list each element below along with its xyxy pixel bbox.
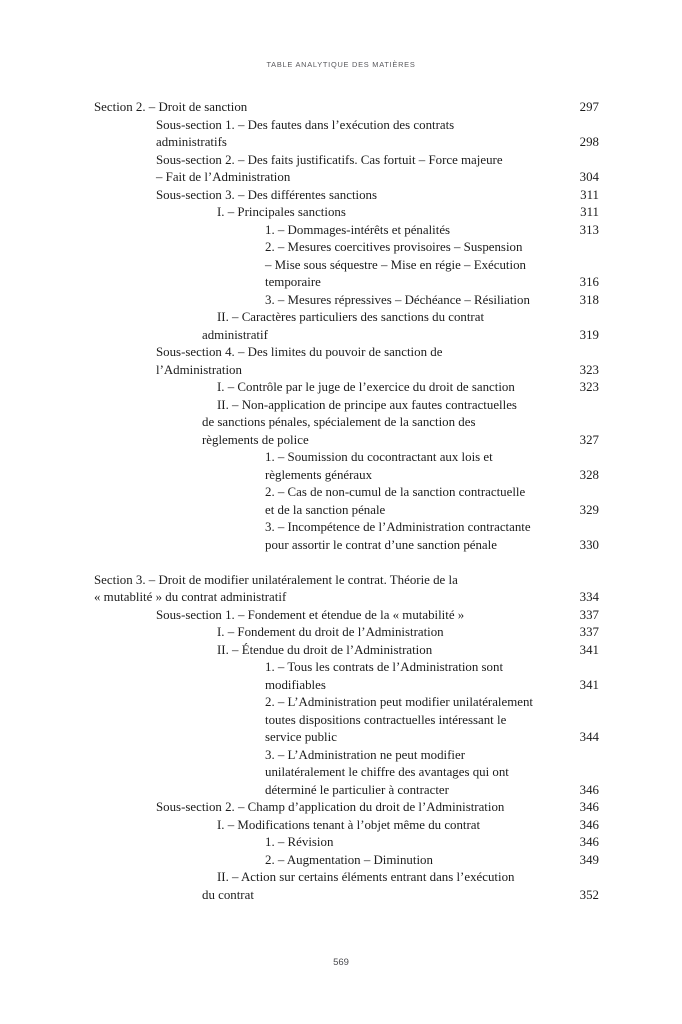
toc-entry-wrap-line: du contrat <box>202 887 254 902</box>
toc-entry[interactable] <box>94 817 599 835</box>
toc-page-number: 328 <box>579 467 599 482</box>
toc-entry-text <box>94 817 564 835</box>
toc-page-number: 346 <box>579 782 599 797</box>
toc-entry[interactable] <box>94 152 599 187</box>
toc-entry-title-line: Sous-section 2. – Champ d’application du droit de l’Administration <box>156 800 505 814</box>
toc-entry[interactable] <box>94 799 599 817</box>
toc-entry-wrap-line: unilatéralement le chiffre des avantages qui ont <box>265 765 509 779</box>
toc-entry-title-line: II. – Action sur certains éléments entrant dans l’exécution <box>217 870 515 884</box>
toc-entry-text <box>94 222 564 240</box>
toc-entry[interactable] <box>94 624 599 642</box>
toc-entry[interactable] <box>94 292 599 310</box>
toc-page-number: 337 <box>579 607 599 622</box>
toc-entry-title-line: 3. – Incompétence de l’Administration contractante <box>265 520 531 534</box>
toc-entry-wrap-line: « mutablité » du contrat administratif <box>94 590 287 604</box>
toc-entry-wrap-line: modifiables <box>265 677 326 692</box>
toc-page-number: 318 <box>579 292 599 307</box>
toc-entry-text <box>94 519 564 554</box>
page-number-footer: 569 <box>333 957 349 968</box>
toc-page-number: 337 <box>579 625 599 639</box>
toc-entry[interactable] <box>94 869 599 904</box>
toc-entry-text <box>94 852 564 870</box>
toc-entry[interactable] <box>94 379 599 397</box>
toc-page-number: 329 <box>579 502 599 517</box>
toc-page-number: 311 <box>580 187 599 202</box>
toc-entry-wrap-line: temporaire <box>265 275 321 289</box>
toc-entry-wrap-line: déterminé le particulier à contracter <box>265 782 449 797</box>
toc-entry-text <box>94 309 564 344</box>
toc-entry-text <box>94 747 564 800</box>
toc-entry-text <box>94 187 564 205</box>
toc-entry-title-line: I. – Modifications tenant à l’objet même du contrat <box>217 817 481 832</box>
toc-entry-title-line: I. – Contrôle par le juge de l’exercice du droit de sanction <box>217 380 515 394</box>
toc-entry-title-line: Sous-section 3. – Des différentes sanctions <box>156 187 378 202</box>
toc-entry-text <box>94 99 564 117</box>
toc-entry[interactable] <box>94 659 599 694</box>
toc-entry-title-line: 3. – L’Administration ne peut modifier <box>265 747 466 762</box>
toc-entry-wrap-line: et de la sanction pénale <box>265 502 386 517</box>
toc-entry[interactable] <box>94 204 599 222</box>
toc-entry[interactable] <box>94 607 599 625</box>
toc-page-number: 319 <box>579 327 599 342</box>
toc-entry-text <box>94 449 564 484</box>
toc-entry-text <box>94 607 564 625</box>
toc-entry-title-line: 3. – Mesures répressives – Déchéance – Résiliation <box>265 292 530 307</box>
toc-entry-wrap-line: règlements de police <box>202 432 309 447</box>
toc-entry-title-line: 1. – Soumission du cocontractant aux lois et <box>265 450 493 464</box>
toc-entry-title-line: Sous-section 1. – Fondement et étendue de la « mutabilité » <box>156 607 465 622</box>
toc-entry-text <box>94 572 564 607</box>
toc-entry-title-line: 1. – Tous les contrats de l’Administration sont <box>265 660 504 674</box>
toc-entry-title-line: 2. – Cas de non-cumul de la sanction contractuelle <box>265 485 526 499</box>
toc-entry-wrap-line: – Mise sous séquestre – Mise en régie – Exécution <box>265 257 526 272</box>
toc-entry-wrap-line: toutes dispositions contractuelles intéressant le <box>265 712 507 727</box>
toc-entry[interactable] <box>94 309 599 344</box>
toc-page-number: 346 <box>579 835 599 849</box>
toc-page-number: 297 <box>579 100 599 114</box>
toc-entry-wrap-line: pour assortir le contrat d’une sanction pénale <box>265 537 497 552</box>
toc-entry-wrap-line: l’Administration <box>156 362 242 377</box>
toc-entry-text <box>94 239 564 292</box>
toc-entry-text <box>94 642 564 660</box>
table-of-contents <box>94 99 599 904</box>
toc-entry[interactable] <box>94 694 599 747</box>
toc-entry-text <box>94 869 564 904</box>
toc-entry-wrap-line: administratif <box>202 327 268 342</box>
toc-entry[interactable] <box>94 572 599 607</box>
toc-entry-title-line: Sous-section 4. – Des limites du pouvoir de sanction de <box>156 345 443 359</box>
toc-entry-title-line: I. – Fondement du droit de l’Administration <box>217 625 444 639</box>
toc-entry-title-line: 2. – Augmentation – Diminution <box>265 852 433 867</box>
toc-entry[interactable] <box>94 747 599 800</box>
toc-page-number: 341 <box>579 642 599 657</box>
toc-entry-text <box>94 799 564 817</box>
toc-entry-title-line: Section 2. – Droit de sanction <box>94 100 248 114</box>
toc-entry[interactable] <box>94 852 599 870</box>
toc-page-number: 323 <box>579 362 599 377</box>
toc-entry[interactable] <box>94 99 599 117</box>
toc-page-number: 344 <box>579 730 599 744</box>
toc-entry-text <box>94 344 564 379</box>
toc-page-number: 323 <box>579 380 599 394</box>
toc-entry[interactable] <box>94 834 599 852</box>
toc-entry-text <box>94 379 564 397</box>
toc-page-number: 330 <box>579 537 599 552</box>
toc-page-number: 334 <box>579 590 599 604</box>
toc-entry-text <box>94 834 564 852</box>
toc-page-number: 349 <box>579 852 599 867</box>
toc-entry-text <box>94 292 564 310</box>
toc-entry-title-line: 2. – L’Administration peut modifier unilatéralement <box>265 695 534 709</box>
toc-entry[interactable] <box>94 222 599 240</box>
toc-entry[interactable] <box>94 239 599 292</box>
toc-entry-title-line: II. – Caractères particuliers des sanctions du contrat <box>217 310 485 324</box>
toc-page-number: 316 <box>579 275 599 289</box>
toc-entry[interactable] <box>94 117 599 152</box>
toc-entry-text <box>94 659 564 694</box>
toc-entry-text <box>94 117 564 152</box>
toc-entry-title-line: 2. – Mesures coercitives provisoires – Suspension <box>265 240 523 254</box>
toc-page-number: 341 <box>579 677 599 692</box>
toc-entry-wrap-line: de sanctions pénales, spécialement de la sanction des <box>202 415 476 429</box>
toc-entry-wrap-line: service public <box>265 730 337 744</box>
toc-entry-title-line: II. – Non-application de principe aux fautes contractuelles <box>217 397 517 412</box>
toc-page-number: 352 <box>579 887 599 902</box>
toc-entry-title-line: 1. – Révision <box>265 835 334 849</box>
toc-entry[interactable] <box>94 484 599 519</box>
toc-entry-title-line: 1. – Dommages-intérêts et pénalités <box>265 222 451 237</box>
toc-entry-text <box>94 624 564 642</box>
toc-entry[interactable] <box>94 642 599 660</box>
toc-entry-title-line: II. – Étendue du droit de l’Administration <box>217 642 433 657</box>
toc-entry-wrap-line: – Fait de l’Administration <box>156 170 291 184</box>
toc-entry[interactable] <box>94 397 599 450</box>
toc-entry-text <box>94 484 564 519</box>
toc-entry-text <box>94 152 564 187</box>
toc-page-number: 346 <box>579 800 599 814</box>
toc-page-number: 304 <box>579 170 599 184</box>
toc-entry-wrap-line: règlements généraux <box>265 467 373 482</box>
toc-entry-text <box>94 397 564 450</box>
toc-entry-title-line: Sous-section 2. – Des faits justificatifs. Cas fortuit – Force majeure <box>156 152 503 167</box>
running-head: TABLE ANALYTIQUE DES MATIÈRES <box>266 60 416 69</box>
toc-entry-title-line: I. – Principales sanctions <box>217 205 346 219</box>
toc-page-number: 298 <box>579 135 599 149</box>
toc-page-number: 327 <box>579 432 599 447</box>
toc-entry-title-line: Section 3. – Droit de modifier unilatéralement le contrat. Théorie de la <box>94 572 458 587</box>
toc-page-number: 313 <box>579 222 599 237</box>
toc-entry[interactable] <box>94 344 599 379</box>
toc-entry[interactable] <box>94 449 599 484</box>
toc-page-number: 311 <box>580 205 599 219</box>
toc-entry-text <box>94 694 564 747</box>
toc-entry-text <box>94 204 564 222</box>
toc-entry-title-line: Sous-section 1. – Des fautes dans l’exécution des contrats <box>156 117 455 132</box>
toc-page-number: 346 <box>579 817 599 832</box>
toc-entry[interactable] <box>94 187 599 205</box>
toc-entry-wrap-line: administratifs <box>156 135 227 149</box>
toc-entry[interactable] <box>94 519 599 554</box>
